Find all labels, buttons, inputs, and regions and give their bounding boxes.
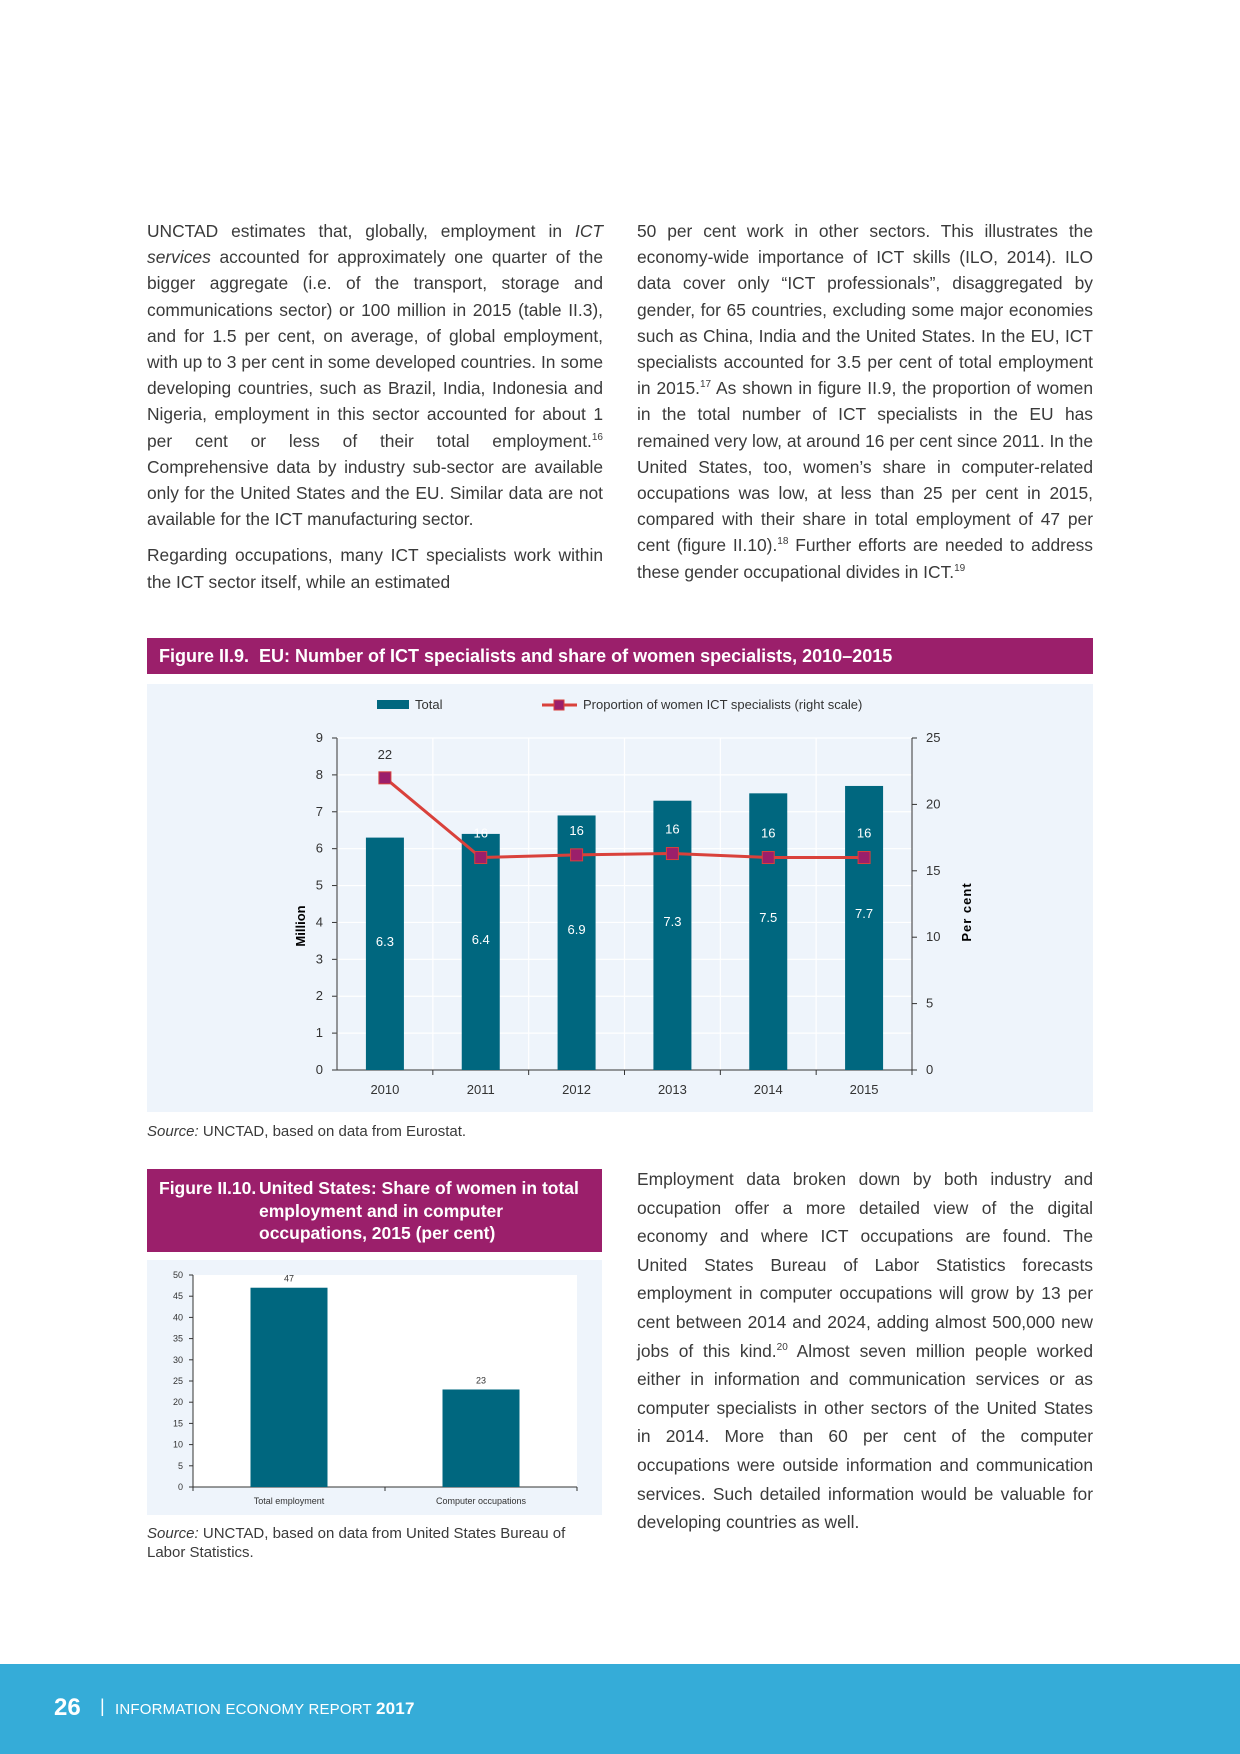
text-span: 50 per cent work in other sectors. This illustrates the economy-wide importance of ICT skills (ILO, 2014). ILO data cover only “ICT professionals”, disaggregated by gender, for 65 countries, excluding some major economies such as China, India and the United States. In the EU, ICT specialists accounted for 3.5 per cent of total employment in 2015. <box>637 221 1093 399</box>
text-span: Further efforts are needed to address these gender occupational divides in ICT. <box>637 535 1094 582</box>
y-tick-label: 35 <box>172 1333 183 1344</box>
footnote-ref[interactable]: 16 <box>591 431 603 443</box>
page-footer <box>0 1664 1240 1754</box>
figure-10-source <box>147 1524 607 1562</box>
bar-2010 <box>366 838 404 1070</box>
text-span: Employment data broken down by both industry and occupation offer a more detailed view of the digital economy and where ICT occupations are found. The United States Bureau of Labor Statistics forecasts employment in computer occupations will grow by 13 per cent between 2014 and 2024, adding almost 500,000 new jobs of this kind. <box>637 1169 1093 1361</box>
line-marker <box>858 852 870 864</box>
x-tick-label: 2010 <box>370 1082 400 1097</box>
x-tick-label: 2014 <box>753 1082 783 1097</box>
bar-label: 47 <box>283 1273 295 1284</box>
figure-title: EU: Number of ICT specialists and share of women specialists, 2010–2015 <box>259 646 893 666</box>
bar-label: 7.7 <box>855 905 874 921</box>
text-span: accounted for approximately one quarter of the bigger aggregate (i.e. of the transport, storage and communications sector) or 100 million in 2015 (table II.3), and for 1.5 per cent, on average, of global employment, with up to 3 per cent in some developed countries. In some developing countries, such as Brazil, India, Indonesia and Nigeria, employment in this sector accounted for about 1 per cent or less of their total employment. <box>147 247 603 451</box>
x-tick-label: 2011 <box>466 1082 495 1097</box>
y-tick-label: 4 <box>315 914 323 930</box>
text-span: Almost seven million people worked either in information and communication services or as computer specialists in other sectors of the United States in 2014. More than 60 per cent of the computer occupations were outside information and communication services. Such detailed information would be valuable for developing countries as well. <box>637 1340 1093 1533</box>
line-marker <box>475 852 487 864</box>
y-tick-label: 45 <box>172 1291 183 1302</box>
figure-10-chart-area <box>147 1260 602 1515</box>
report-title-text: INFORMATION ECONOMY REPORT <box>115 1701 376 1718</box>
legend-label-proportion: Proportion of women ICT specialists (right scale) <box>583 697 863 712</box>
figure-title: United States: Share of women in total employment and in computer occupations, 2015 (per cent) <box>259 1178 579 1243</box>
text-span: As shown in figure II.9, the proportion of women in the total number of ICT specialists in the EU has remained very low, at around 16 per cent since 2011. In the United States, too, women’s share in computer-related occupations was low, at less than 25 per cent in 2015, compared with their share in total employment of 47 per cent (figure II.10). <box>637 378 1093 556</box>
footer-separator: | <box>100 1696 105 1716</box>
footnote-ref[interactable]: 17 <box>699 379 712 391</box>
figure-number: Figure II.9. <box>159 646 250 666</box>
line-marker <box>379 772 391 784</box>
bar-label: 6.4 <box>471 932 490 948</box>
footnote-ref[interactable]: 19 <box>954 562 966 574</box>
y-tick-label: 9 <box>315 730 323 745</box>
report-title <box>115 1699 415 1719</box>
line-marker <box>571 849 583 861</box>
y-tick-label: 0 <box>177 1482 183 1492</box>
y2-tick-label: 15 <box>926 862 941 878</box>
figure-9-chart-area <box>147 684 1093 1112</box>
y-tick-label: 3 <box>315 951 323 967</box>
line-label: 16 <box>761 825 776 841</box>
bar-2013 <box>653 801 691 1070</box>
figure-9-plot <box>316 730 941 1097</box>
y2-tick-label: 20 <box>926 796 941 812</box>
line-marker <box>762 852 774 864</box>
report-year: 2017 <box>375 1699 415 1718</box>
y-tick-label: 25 <box>172 1376 183 1386</box>
y-tick-label: 5 <box>177 1460 183 1471</box>
y2-tick-label: 10 <box>926 929 941 945</box>
y-tick-label: 8 <box>315 766 323 782</box>
bar-computer-occupations <box>443 1389 520 1487</box>
figure-9-chart <box>147 684 1093 1112</box>
bar-label: 7.5 <box>759 909 778 925</box>
page-number: 26 <box>54 1694 81 1721</box>
bar-2011 <box>462 834 500 1070</box>
figure-number: Figure II.10. <box>159 1178 257 1198</box>
footnote-ref[interactable]: 18 <box>777 536 789 548</box>
text-span: Comprehensive data by industry sub-sector are available only for the United States and the EU. Similar data are not available for the ICT manufacturing sector. <box>147 456 603 530</box>
y-tick-label: 7 <box>315 803 323 819</box>
paragraph <box>637 218 1093 585</box>
paragraph <box>147 218 603 532</box>
source-text: UNCTAD, based on data from Eurostat. <box>198 1123 467 1140</box>
figure-9-source <box>147 1122 466 1141</box>
line-label: 16 <box>665 821 680 837</box>
right-text-column-lower <box>637 1165 1093 1547</box>
left-text-column <box>147 218 603 605</box>
bar-label: 7.3 <box>663 913 682 929</box>
x-tick-label: Computer occupations <box>435 1496 527 1506</box>
source-text: UNCTAD, based on data from United States Bureau of Labor Statistics. <box>147 1525 566 1561</box>
right-text-column <box>637 218 1093 595</box>
y2-tick-label: 0 <box>926 1062 934 1077</box>
line-marker <box>666 848 678 860</box>
line-label: 16 <box>473 825 488 841</box>
figure-10-chart <box>147 1260 602 1515</box>
bar-label: 6.3 <box>375 934 394 950</box>
legend-swatch-total <box>377 700 409 709</box>
bar-label: 6.9 <box>567 922 586 938</box>
figure-10-header <box>147 1169 602 1252</box>
paragraph: Regarding occupations, many ICT specialists work within the ICT sector itself, while an estimated <box>147 545 603 592</box>
line-label: 22 <box>377 746 393 762</box>
emphasis-text: ICT services <box>147 221 603 268</box>
x-tick-label: Total employment <box>253 1496 325 1506</box>
source-label: Source: <box>147 1123 199 1140</box>
y-tick-label: 2 <box>315 988 323 1004</box>
y-tick-label: 50 <box>172 1270 183 1280</box>
source-label: Source: <box>147 1525 199 1542</box>
paragraph <box>637 1165 1093 1537</box>
y-tick-label: 1 <box>315 1025 323 1041</box>
legend-label-total: Total <box>415 697 443 712</box>
line-label: 16 <box>569 822 584 838</box>
x-tick-label: 2013 <box>657 1082 687 1097</box>
y-tick-label: 0 <box>315 1062 323 1077</box>
y-axis-title-right: Per cent <box>959 882 974 942</box>
y2-tick-label: 5 <box>926 995 934 1011</box>
y2-tick-label: 25 <box>926 730 941 745</box>
bar-total-employment <box>251 1288 328 1487</box>
y-tick-label: 20 <box>172 1397 183 1408</box>
figure-10-plot <box>173 1270 577 1506</box>
bar-label: 23 <box>475 1375 487 1386</box>
y-tick-label: 5 <box>315 877 323 893</box>
y-tick-label: 6 <box>315 840 323 856</box>
y-tick-label: 30 <box>172 1354 183 1365</box>
y-tick-label: 15 <box>172 1418 183 1429</box>
text-span: UNCTAD estimates that, globally, employment in <box>147 221 575 241</box>
legend-swatch-marker <box>554 700 564 710</box>
line-label: 16 <box>856 825 872 841</box>
y-tick-label: 10 <box>172 1439 183 1450</box>
x-tick-label: 2015 <box>849 1082 879 1097</box>
x-tick-label: 2012 <box>562 1082 592 1097</box>
footnote-ref[interactable]: 20 <box>776 1341 788 1353</box>
y-axis-title-left: Million <box>293 905 308 947</box>
y-tick-label: 40 <box>172 1312 183 1323</box>
figure-9-header <box>147 638 1093 674</box>
